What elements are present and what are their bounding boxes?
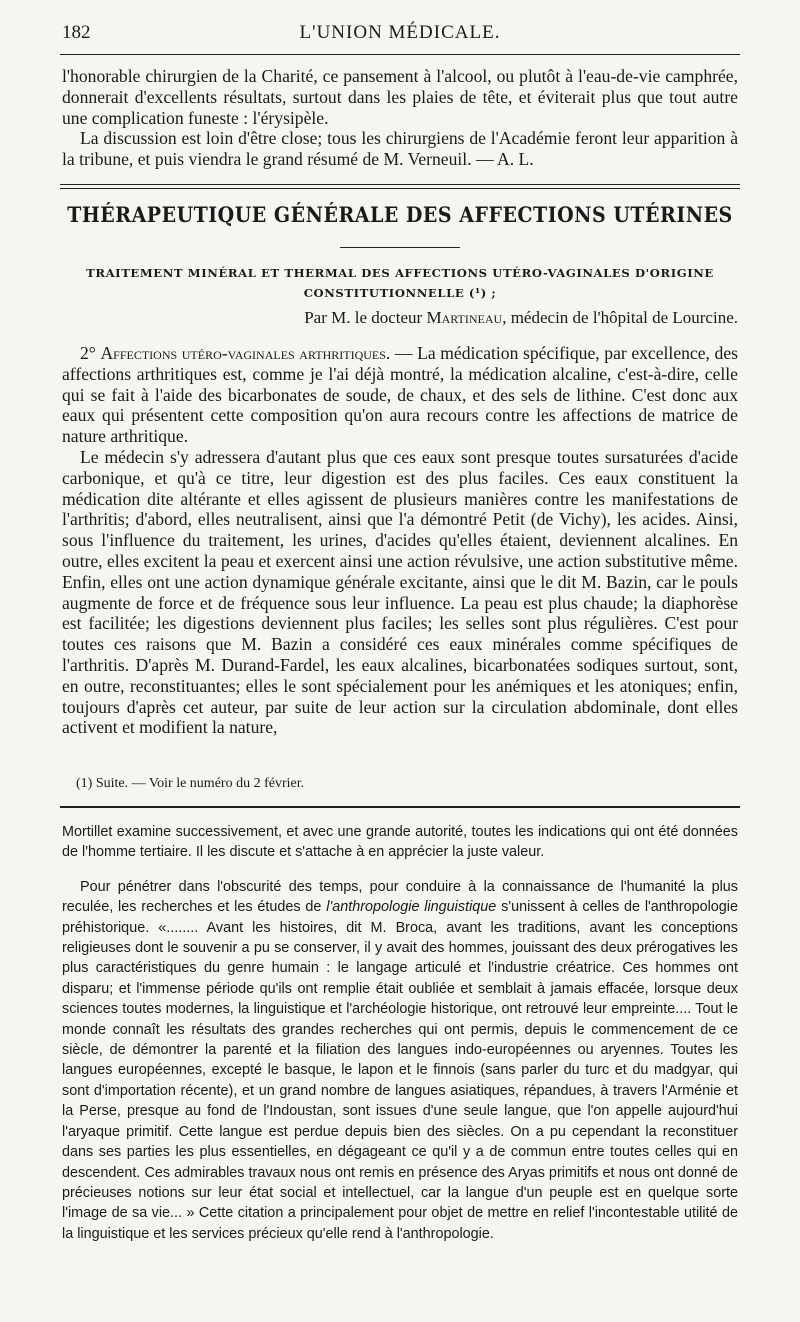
article-paragraph-2: Le médecin s'y adressera d'autant plus que ces eaux sont presque toutes sursaturées d'acide carbonique, et qu'à ce titre, leur digestion est des plus faciles. Ces eaux constituent la médication dite altérante et elles agissent de plusieurs manières contre les manifestations de l'arthritis; d'abord, elles neutralisent, ainsi que l'a démontré Petit (de Vichy), les acides. Ainsi, sous l'influence du traitement, les urines, d'acides qu'elles étaient, deviennent alcalines. En outre, elles excitent la peau et exercent ainsi une action révulsive, une action substitutive même. Enfin, elles ont une action dynamique générale excitante, ainsi que le dit M. Bazin, car le pouls augmente de force et de fréquence sous leur influence. La peau est plus chaude; la diaphorèse est facilitée; les digestions deviennent plus faciles; les selles sont plus régulières. C'est pour toutes ces raisons que M. Bazin a considéré ces eaux minérales comme spécifiques de l'arthritis. D'après M. Durand-Fardel, les eaux alcalines, bicarbonatées sodiques surtout, sont, en outre, reconstituantes; elles le sont spécialement pour les anémiques et les atoniques; enfin, toujours d'après cet auteur, par suite de leur action sur la circulation abdominale, dont elles activent et modifient la nature, bbox=[62, 446, 738, 738]
byline-suffix: , médecin de l'hôpital de Lourcine. bbox=[502, 308, 738, 327]
subtitle-line-2: CONSTITUTIONNELLE (¹) ; bbox=[303, 286, 497, 300]
article-paragraph-1 bbox=[62, 343, 738, 447]
top-paragraph-2: La discussion est loin d'être close; tous les chirurgiens de l'Académie feront leur apparition à la tribune, et puis viendra le grand résumé de M. Verneuil. — A. L. bbox=[62, 128, 738, 170]
footnote: (1) Suite. — Voir le numéro du 2 février. bbox=[76, 776, 305, 791]
title-short-rule bbox=[340, 247, 460, 248]
lower-text-block bbox=[62, 822, 738, 1244]
section-title: THÉRAPEUTIQUE GÉNÉRALE DES AFFECTIONS UTÉRINES bbox=[67, 202, 733, 228]
top-text-block bbox=[62, 66, 738, 170]
page-header bbox=[62, 22, 738, 50]
section-double-rule bbox=[60, 184, 740, 189]
feuilleton-rule bbox=[60, 806, 740, 808]
top-paragraph-1: l'honorable chirurgien de la Charité, ce pansement à l'alcool, ou plutôt à l'eau-de-vie camphrée, donnerait d'excellents résultats, surtout dans les plaies de tête, et éviterait plus que tout autre une complication funeste : l'érysipèle. bbox=[62, 66, 738, 128]
lower-paragraph-2-start: Pour pénétrer dans l'obscurité des temps, pour conduire à la connaissance de l'humanité la plus reculée, les recherches et les études de bbox=[62, 878, 738, 916]
subtitle-line-1: TRAITEMENT MINÉRAL ET THERMAL DES AFFECTIONS UTÉRO-VAGINALES D'ORIGINE bbox=[86, 266, 714, 280]
article-heading: Affections utéro-vaginales arthritiques. bbox=[100, 343, 391, 363]
page-number: 182 bbox=[62, 22, 91, 43]
lower-paragraph-2 bbox=[62, 877, 738, 1244]
journal-title: L'UNION MÉDICALE. bbox=[299, 22, 501, 43]
lower-paragraph-2-end: s'unissent à celles de l'anthropologie préhistorique. «........ Avant les histoires, dit M. Broca, avant les traditions, avant les conceptions religieuses dont le souvenir a pu se conserver, il y avait des hommes, jouissant des deux prérogatives les plus caractéristiques du genre humain : le langage articulé et l'industrie créatrice. Ces hommes ont disparu; et l'immense période qu'ils ont remplie était oubliée et semblait à jamais effacée, lorsque deux sciences toutes modernes, la linguistique et l'archéologie historique, ont retrouvé leur empreinte.... Tout le monde connaît les résultats des grandes recherches qui ont permis, depuis le commencement de ce siècle, de démontrer la parenté et la filiation des langues indo-européennes ou aryennes. Toutes les langues européennes, excepté le basque, le lapon et le finnois (sans parler du turc et du madgyar, qui sont d'importation récente), et un grand nombre de langues asiatiques, répandues, à travers l'Arménie et la Perse, presque au fond de l'Indoustan, sont issues d'une seule langue, que l'on appelle aujourd'hui l'aryaque primitif. Cette langue est perdue depuis bien des siècles. On a pu cependant la reconstituer dans ses parties les plus essentielles, en dégageant ce qu'il y a de commun entre toutes celles qui en descendent. Ces admirables travaux nous ont remis en présence des Aryas primitifs et nous ont donné de précieuses notions sur leur état social et intellectuel, car la langue d'un peuple est en quelque sorte l'image de sa vie... » Cette citation a principalement pour objet de mettre en relief l'incontestable utilité de la linguistique et les services précieux qu'elle rend à l'anthropologie. bbox=[62, 899, 738, 1242]
article-paragraph-1-text: — La médication spécifique, par excellence, des affections arthritiques est, comme je l'ai déjà montré, la médication alcaline, c'est-à-dire, celle qui se fait à l'aide des bicarbonates de soude, de chaux, et des sels de lithine. C'est donc aux eaux qui présentent cette composition qu'on aura recours contre les affections de matrice de nature arthritique. bbox=[62, 343, 738, 447]
lower-paragraph-1: Mortillet examine successivement, et avec une grande autorité, toutes les indications qui ont été données de l'homme tertiaire. Il les discute et s'attache à en apprécier la juste valeur. bbox=[62, 824, 738, 861]
byline bbox=[62, 308, 738, 328]
header-rule bbox=[60, 54, 740, 55]
byline-author: Martineau bbox=[426, 308, 503, 327]
article-heading-number: 2° bbox=[80, 343, 96, 363]
article-body bbox=[62, 343, 738, 738]
byline-prefix: Par M. le docteur bbox=[304, 308, 423, 327]
lower-italic-term: l'anthropologie linguistique bbox=[326, 899, 497, 916]
section-subtitle bbox=[62, 263, 738, 303]
